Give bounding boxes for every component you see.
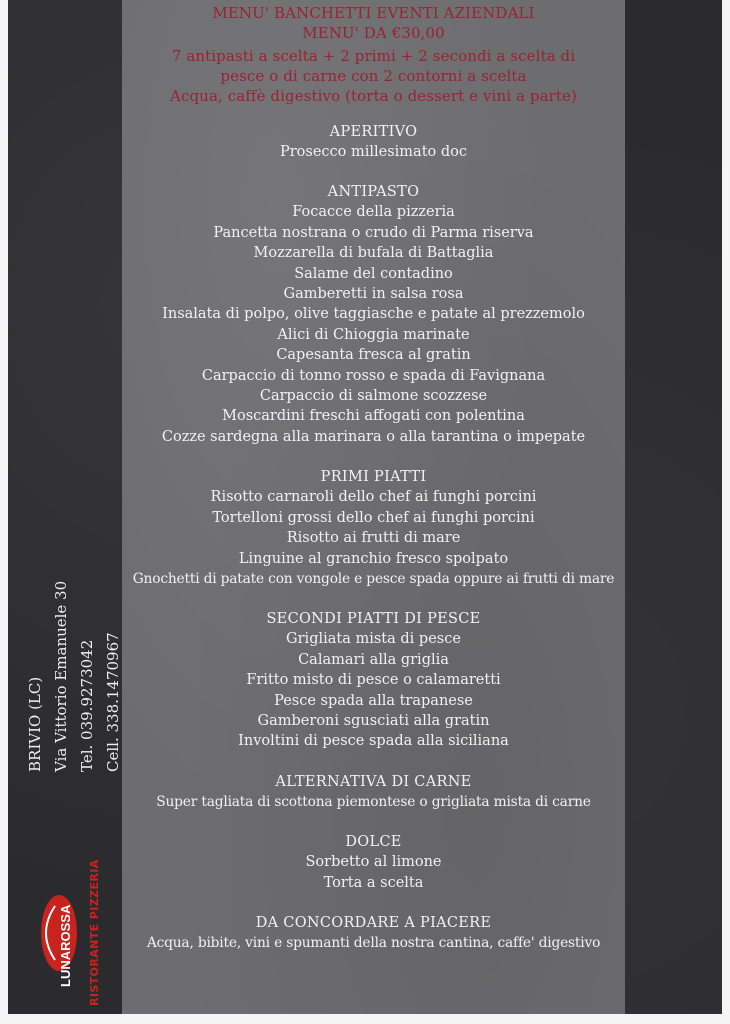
menu-item: Insalata di polpo, olive taggiasche e patate al prezzemolo [162,306,585,323]
logo-subtitle: RISTORANTE PIZZERIA [88,859,101,1006]
header-description: pesce o di carne con 2 contorni a scelta [220,67,527,85]
menu-item: Risotto ai frutti di mare [286,530,461,547]
menu-item: Focacce della pizzeria [292,204,455,221]
menu-item: Gamberoni sgusciati alla gratin [257,712,490,729]
header-title: MENU' BANCHETTI EVENTI AZIENDALI [212,4,535,22]
menu-item: Alici di Chioggia marinate [277,326,470,343]
menu-section [122,832,625,893]
section-title: DA CONCORDARE A PIACERE [255,914,492,931]
header-description: 7 antipasti a scelta + 2 primi + 2 secondi a scelta di [171,47,576,65]
section-title: APERITIVO [329,124,418,140]
menu-sections [122,122,625,953]
menu-item: Involtini di pesce spada alla siciliana [238,733,509,750]
menu-item: Capesanta fresca al gratin [276,347,471,364]
menu-item: Pesce spada alla trapanese [274,692,473,709]
menu-item: Cozze sardegna alla marinara o alla tarantina o impepate [161,428,586,445]
menu-item: Gamberetti in salsa rosa [283,286,464,303]
menu-item: Acqua, bibite, vini e spumanti della nostra cantina, caffe' digestivo [146,934,601,951]
menu-item: Torta a scelta [323,874,424,891]
contact-cell: Cell. 338.1470967 [104,632,122,772]
menu-item: Salame del contadino [294,265,453,282]
contact-city: BRIVIO (LC) [26,676,44,772]
menu-section [122,122,625,162]
section-title: DOLCE [345,834,402,851]
menu-section [122,772,625,812]
contact-phone: Tel. 039.9273042 [78,639,96,772]
section-title: PRIMI PIATTI [320,469,427,486]
menu-item: Sorbetto al limone [305,854,442,871]
menu-item: Prosecco millesimato doc [279,144,468,160]
menu-item: Gnochetti di patate con vongole e pesce spada oppure ai frutti di mare [132,570,615,587]
menu-item: Moscardini freschi affogati con polentina [222,408,525,425]
menu-item: Tortelloni grossi dello chef ai funghi porcini [212,509,535,526]
menu-item: Fritto misto di pesce o calamaretti [246,672,501,689]
menu-item: Carpaccio di tonno rosso e spada di Favignana [201,367,546,384]
menu-item: Super tagliata di scottona piemontese o grigliata mista di carne [156,793,591,810]
logo-name: LUNAROSSA [58,904,73,987]
menu-item: Pancetta nostrana o crudo di Parma riserva [213,224,534,241]
header-description: Acqua, caffè digestivo (torta o dessert e vini a parte) [170,87,577,105]
contact-info [22,581,126,772]
menu-section [122,609,625,751]
menu-item: Grigliata mista di pesce [286,631,461,648]
section-title: SECONDI PIATTI DI PESCE [266,611,481,628]
menu-header [122,3,625,106]
menu-section [122,467,625,589]
section-title: ANTIPASTO [327,184,420,201]
menu-item: Risotto carnaroli dello chef ai funghi porcini [210,489,537,506]
menu-item: Carpaccio di salmone scozzese [259,388,488,405]
header-price: MENU' DA €30,00 [302,24,445,42]
menu-item: Mozzarella di bufala di Battaglia [253,245,494,262]
menu-item: Linguine al granchio fresco spolpato [238,550,509,567]
menu-content [122,0,625,973]
section-title: ALTERNATIVA DI CARNE [275,773,472,790]
menu-section [122,182,625,447]
contact-address: Via Vittorio Emanuele 30 [52,580,70,772]
menu-item: Calamari alla griglia [298,651,449,668]
menu-section [122,913,625,953]
